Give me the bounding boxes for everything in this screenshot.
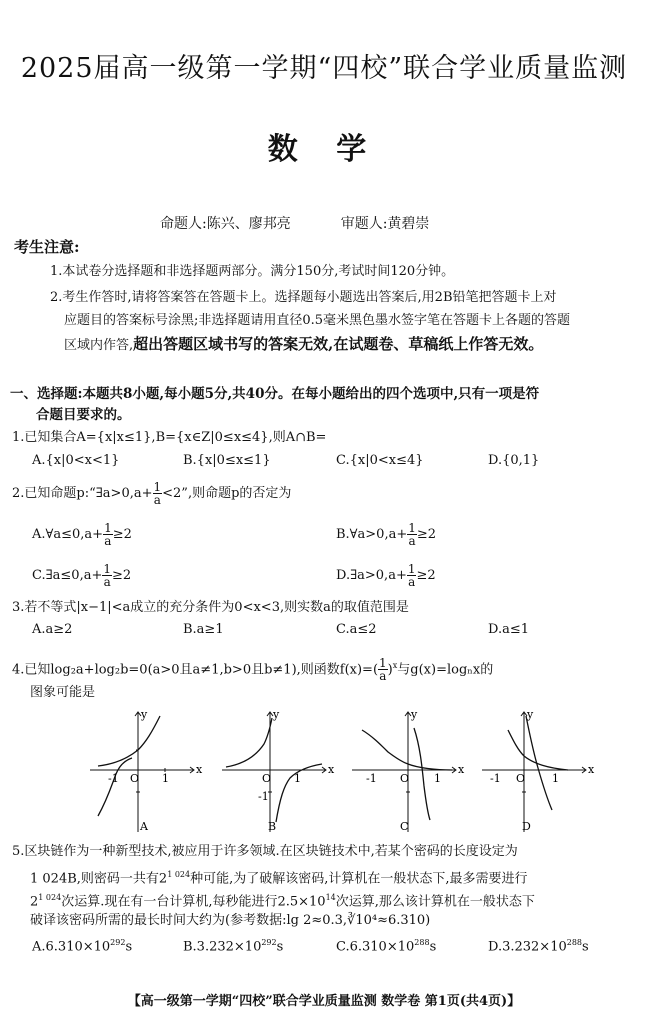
q5-d-sup: 288: [566, 938, 583, 947]
q5-option-c: [336, 938, 436, 954]
q4-stem-a: 4.已知log₂a+log₂b=0(a>0且a≠1,b>0且b≠1),则函数f(x)=(: [12, 662, 379, 678]
q2-option-b: [336, 522, 436, 547]
section1-heading-b: 合题目要求的。: [36, 407, 131, 423]
origin-label: O: [516, 772, 526, 785]
notice-item-2c: [64, 334, 543, 356]
notice-item-2-bold: 超出答题区域书写的答案无效,在试题卷、草稿纸上作答无效。: [133, 335, 544, 353]
frac-num: 1: [103, 562, 111, 576]
tick-neg: -1: [490, 772, 501, 785]
q2-c-frac: [102, 563, 112, 588]
page-footer: 【高一级第一学期“四校”联合学业质量监测 数学卷 第1页(共4页)】: [127, 994, 521, 1009]
q4-stem-c: 与g(x)=logₙx的: [397, 662, 494, 678]
origin-label: O: [130, 772, 140, 785]
tick-neg: -1: [108, 772, 119, 785]
authors: 命题人:陈兴、廖邦亮: [160, 216, 291, 232]
q4-graph-d: [478, 706, 608, 838]
q5-line1: 5.区块链作为一种新型技术,被应用于许多领域.在区块链技术中,若某个密码的长度设定为: [12, 844, 518, 859]
axis-y-label: y: [527, 708, 534, 721]
q1-option-a: A.{x|0<x<1}: [32, 453, 120, 468]
tick-neg: -1: [258, 790, 269, 803]
q3-option-b: B.a≥1: [183, 622, 224, 637]
q5-d-pre: D.3.232×10: [488, 939, 567, 955]
q5-line3-b: 次运算.现在有一台计算机,每秒能进行2.5×10: [61, 894, 326, 910]
q3-option-a: A.a≥2: [32, 622, 73, 637]
q5-line2-b: 种可能,为了破解该密码,计算机在一般状态下,最多需要进行: [190, 871, 528, 887]
q5-a-sup: 292: [110, 938, 126, 947]
q1-stem: 1.已知集合A={x|x≤1},B={x∈Z|0≤x≤4},则A∩B=: [12, 430, 327, 445]
q2-stem: [12, 481, 291, 506]
q5-line3-sup: 1 024: [38, 893, 62, 902]
notice-item-2c-text: 区域内作答,: [64, 338, 134, 353]
q2-option-c: [32, 563, 131, 588]
q4-graph-b: [218, 706, 348, 838]
frac-den: a: [408, 575, 416, 589]
q2-option-a: [32, 522, 132, 547]
q5-c-pre: C.6.310×10: [336, 939, 415, 955]
q2-c-pre: C.∃a≤0,a+: [32, 568, 103, 583]
origin-label: O: [400, 772, 410, 785]
axis-x-label: x: [328, 763, 335, 776]
q2-d-post: ≥2: [416, 568, 436, 583]
q5-line2-sup: 1 024: [167, 870, 191, 879]
q5-line3-sup2: 14: [325, 893, 336, 902]
q2-b-post: ≥2: [416, 527, 437, 542]
q5-line3-c: 次运算,那么该计算机在一般状态下: [335, 894, 535, 910]
q2-a-frac: [103, 522, 113, 547]
q4-frac: [378, 657, 388, 682]
tick-pos: 1: [552, 772, 559, 785]
q5-option-b: [183, 938, 283, 954]
q5-d-post: s: [582, 939, 589, 955]
q3-option-c: C.a≤2: [336, 622, 377, 637]
q5-a-post: s: [125, 939, 133, 955]
frac-num: 1: [408, 521, 416, 535]
tick-pos: 1: [434, 772, 441, 785]
notice-item-1: 1.本试卷分选择题和非选择题两部分。满分150分,考试时间120分钟。: [50, 264, 455, 279]
q5-b-sup: 292: [261, 938, 277, 947]
subject-title: 数 学: [267, 132, 381, 167]
q5-a-pre: A.6.310×10: [32, 939, 111, 955]
q4-graph-a: [86, 706, 216, 838]
q5-line2-a: 1 024B,则密码一共有2: [30, 871, 168, 887]
exam-title: 2025届高一级第一学期“四校”联合学业质量监测: [20, 53, 628, 84]
axis-y-label: y: [141, 708, 148, 721]
frac-den: a: [408, 534, 416, 548]
q4-graph-c: [348, 706, 478, 838]
q5-line4: 破译该密码所需的最长时间大约为(参考数据:lg 2≈0.3,∛10⁴≈6.310): [30, 913, 431, 928]
frac-num: 1: [379, 656, 387, 671]
q3-option-d: D.a≤1: [488, 622, 530, 637]
axis-x-label: x: [458, 763, 465, 776]
reviewer: 审题人:黄碧崇: [340, 216, 430, 232]
q2-option-d: [336, 563, 436, 588]
graph-label-c: C: [400, 820, 409, 833]
q2-stem-frac: [153, 481, 163, 506]
q2-b-frac: [407, 522, 417, 547]
axis-x-label: x: [196, 763, 203, 776]
notice-item-2a: 2.考生作答时,请将答案答在答题卡上。选择题每小题选出答案后,用2B铅笔把答题卡上对: [50, 290, 557, 305]
graph-label-b: B: [268, 820, 277, 833]
q2-d-pre: D.∃a>0,a+: [336, 568, 407, 583]
frac-num: 1: [104, 521, 112, 535]
frac-den: a: [379, 669, 387, 684]
tick-neg: -1: [366, 772, 377, 785]
q2-a-pre: A.∀a≤0,a+: [32, 527, 104, 542]
q2-stem-post: <2”,则命题p的否定为: [162, 486, 292, 501]
q4-exp: x: [392, 661, 398, 670]
section1-heading-a: 一、选择题:本题共8小题,每小题5分,共40分。在每小题给出的四个选项中,只有一项是符: [10, 386, 540, 402]
tick-pos: 1: [162, 772, 169, 785]
tick-pos: 1: [294, 772, 301, 785]
axis-y-label: y: [411, 708, 418, 721]
q4-stem-line2: 图象可能是: [30, 685, 96, 700]
axis-x-label: x: [588, 763, 595, 776]
graph-label-d: D: [522, 820, 531, 833]
q5-b-post: s: [276, 939, 284, 955]
q2-stem-pre: 2.已知命题p:“∃a>0,a+: [12, 486, 153, 501]
frac-den: a: [103, 575, 111, 589]
authors-line: [160, 213, 429, 233]
notice-item-2b: 应题目的答案标号涂黑;非选择题请用直径0.5毫米黑色墨水签字笔在答题卡上各题的答题: [64, 313, 571, 328]
q2-a-post: ≥2: [112, 527, 132, 542]
q2-c-post: ≥2: [112, 568, 132, 583]
q1-option-b: B.{x|0≤x≤1}: [183, 453, 271, 468]
axis-y-label: y: [273, 708, 280, 721]
q2-b-pre: B.∀a>0,a+: [336, 527, 408, 542]
frac-num: 1: [407, 562, 416, 576]
q5-option-a: [32, 938, 132, 954]
q1-option-d: D.{0,1}: [488, 453, 540, 468]
frac-den: a: [153, 493, 161, 507]
notice-heading: 考生注意:: [14, 238, 80, 256]
q4-stem-b: ): [387, 662, 393, 678]
q5-line2: [30, 865, 528, 889]
q5-c-post: s: [429, 939, 437, 955]
q5-line3-a: 2: [30, 894, 39, 910]
q5-b-pre: B.3.232×10: [183, 939, 262, 955]
q5-line3: [30, 888, 535, 912]
q5-option-d: [488, 938, 589, 954]
graph-label-a: A: [140, 820, 148, 833]
origin-label: O: [262, 772, 272, 785]
q3-stem: 3.若不等式|x−1|<a成立的充分条件为0<x<3,则实数a的取值范围是: [12, 600, 409, 615]
frac-num: 1: [153, 480, 162, 494]
frac-den: a: [104, 534, 112, 548]
q1-option-c: C.{x|0<x≤4}: [336, 453, 424, 468]
q5-c-sup: 288: [414, 938, 430, 947]
q4-stem: [12, 656, 493, 682]
